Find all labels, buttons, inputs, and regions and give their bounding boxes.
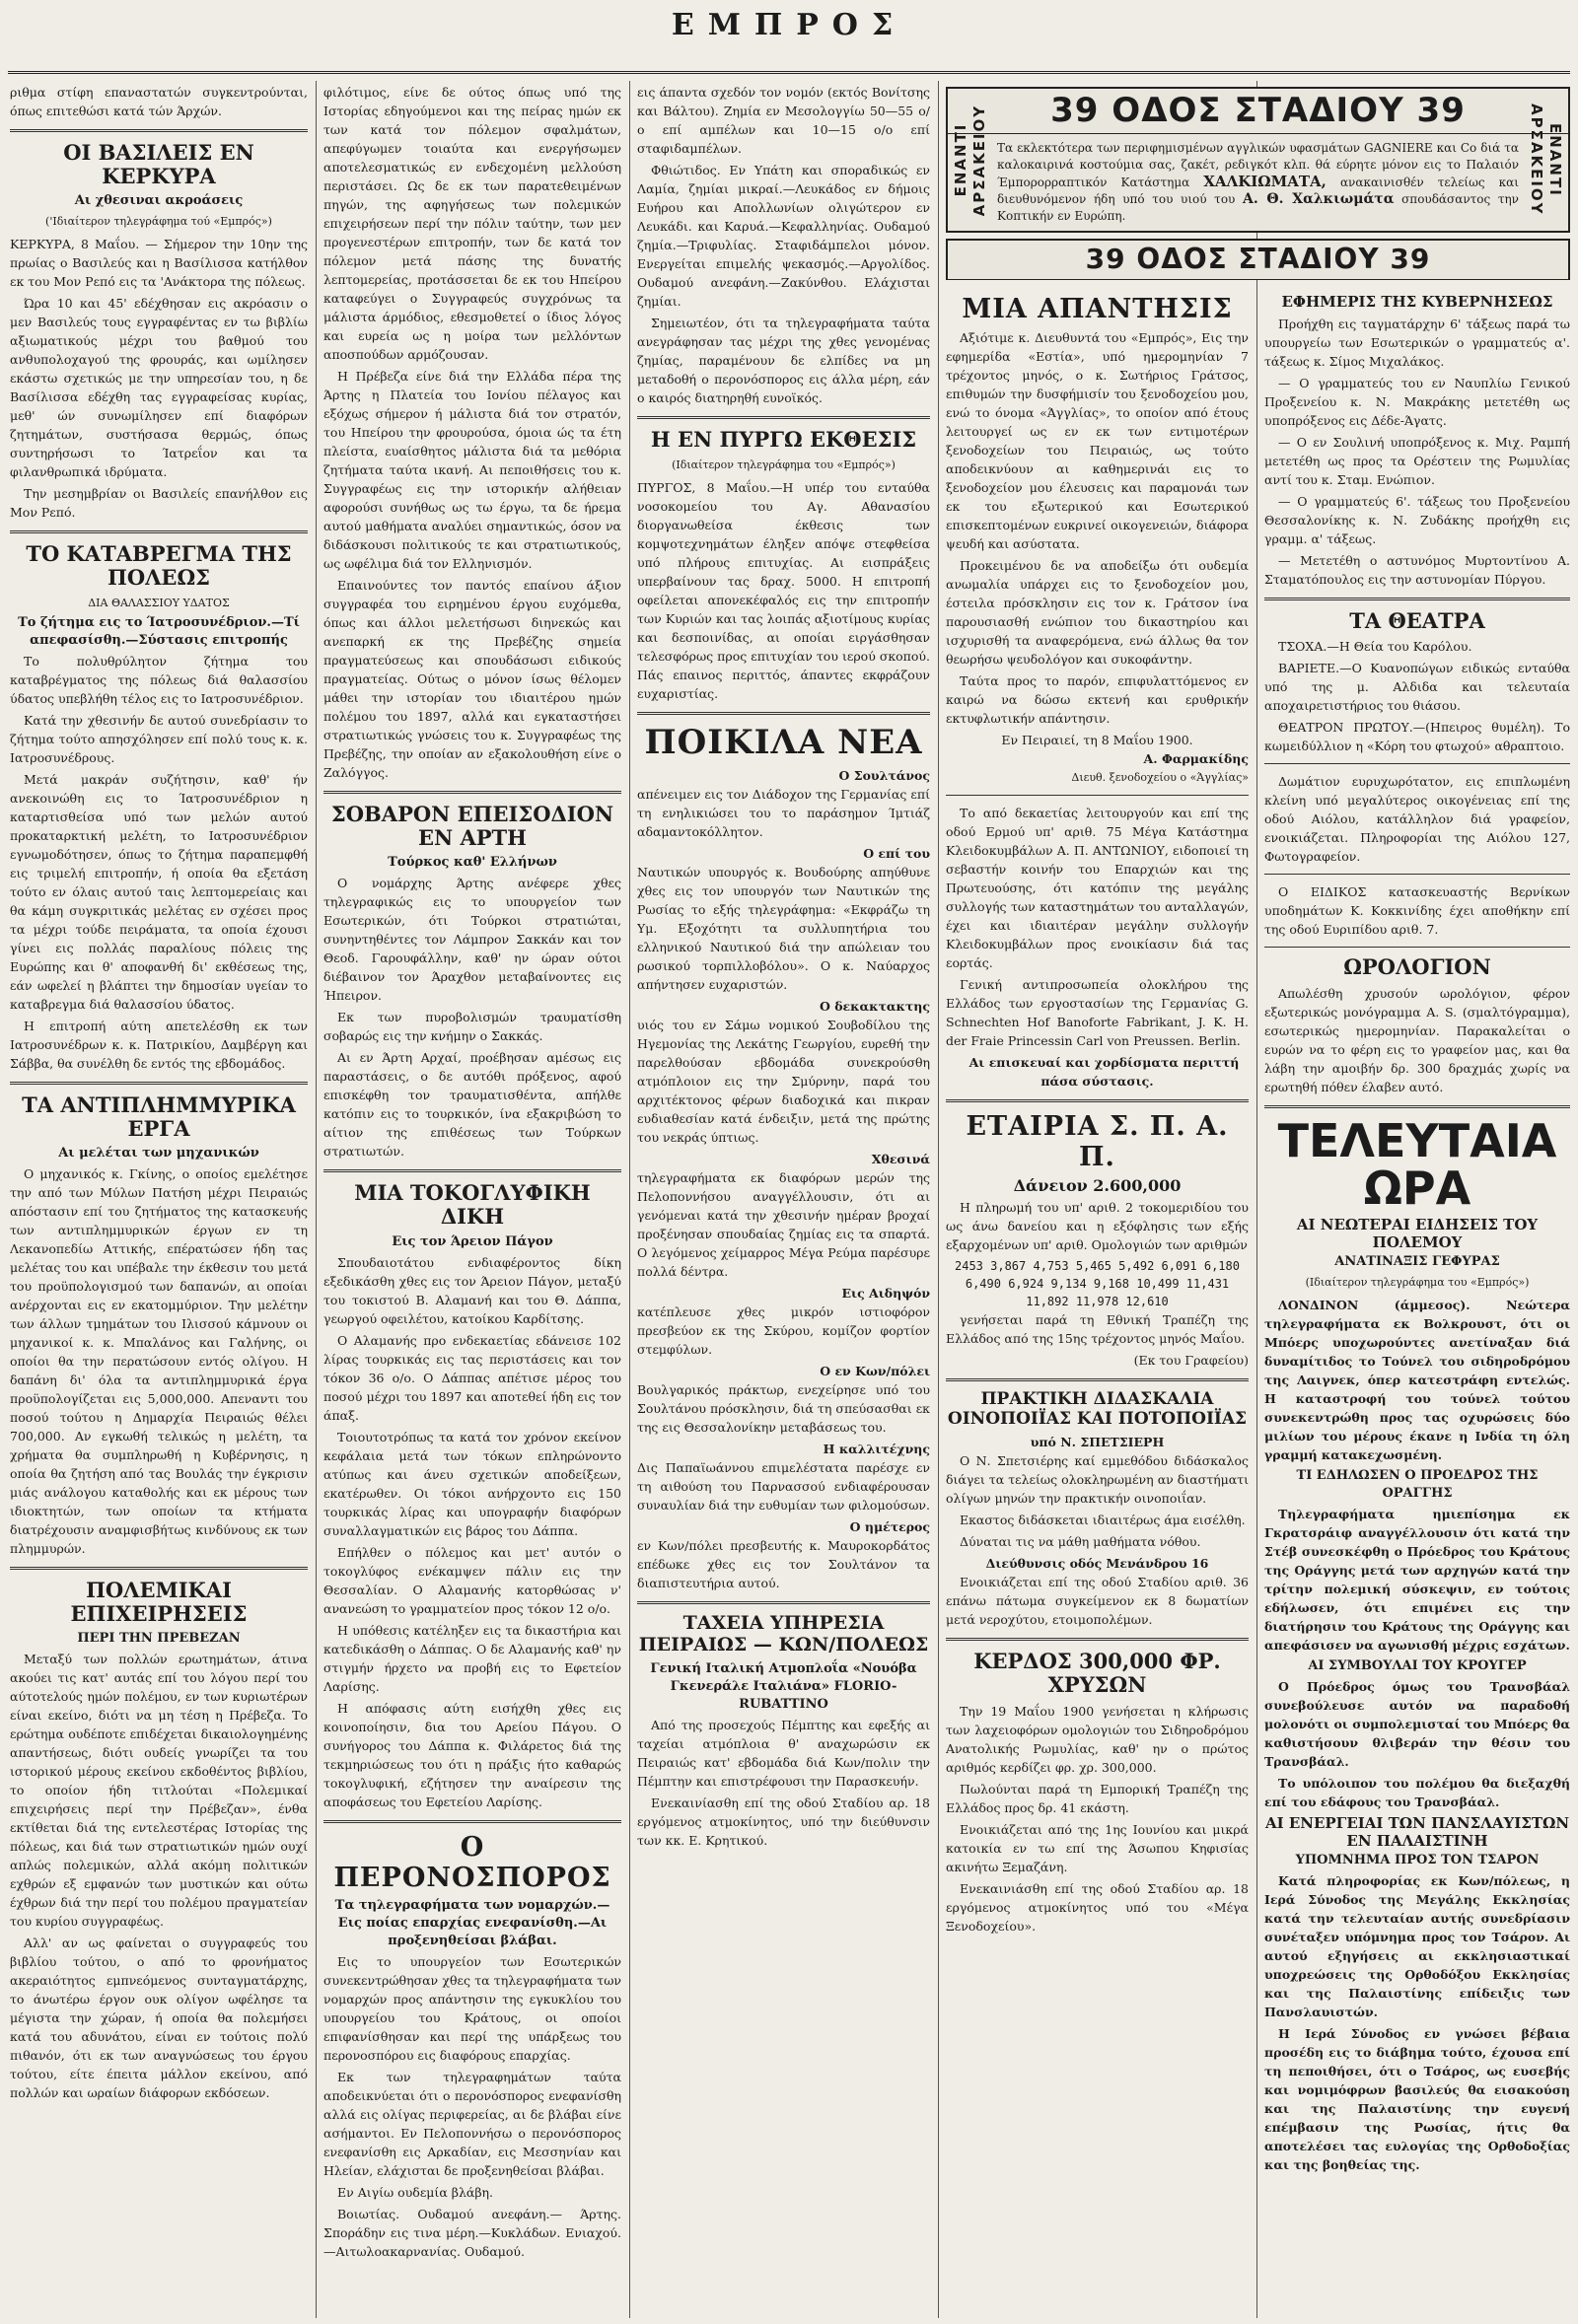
article-source: (Ιδιαίτερον τηλεγράφημα του «Εμπρός»)	[672, 458, 896, 472]
ad-text: Η πληρωμή του υπ' αριθ. 2 τοκομεριδίου του ως άνω δανείου και η εξόφλησις των εξής εξαρχομένων υπ' αριθ. Ομολογιών των αριθμών	[946, 1200, 1249, 1253]
article-paragraph: Η υπόθεσις κατέληξεν εις τα δικαστήρια και κατεδικάσθη ο Δάππας. Ο δε Αλαμανής καθ' ην στιγμήν ήρχετο να προβή εις το Εφετείον Λαρίσης.	[323, 1622, 621, 1694]
stadiou-ad	[946, 87, 1570, 233]
ad-block-top	[946, 83, 1570, 280]
news-lead: Η καλλιτέχνης	[823, 1442, 930, 1457]
article-paragraph: Τοιουτοτρόπως τα κατά τον χρόνον εκείνον κεφάλαια μετά των τόκων επληρώνοντο ατύπως και άνευ σχετικών αποδείξεων, εκατέρωθεν. Οι τόκοι ανήρχοντο εις 150 τουρκικάς λίρας και υπογραφήν διαφόρων συναλλαγματικών εις βάρος του Δάππα.	[323, 1429, 621, 1538]
article-paragraph: Φθιώτιδος. Εν Υπάτη και σποραδικώς εν Λαμία, ζημίαι μικραί.—Λευκάδος εν δήμοις Ευήρου και Απολλωνίων ολιγώτερον εν Λευκάδι. και Καρυά.—Κεφαλληνίας. Ουδαμού ζημία.—Τριφυλίας. Σταφιδάμπελοι μόνον. Ενεργείται επιμελής ψεκασμός.—Αργολίδος. Ουδαμού ανεφάνη.—Ζακύνθου. Ελάχισται ζημίαι.	[637, 163, 930, 309]
article-paragraph: Σημειωτέον, ότι τα τηλεγραφήματα ταύτα ανεγράφησαν τας μέχρι της χθες γενομένας ζημίας, παραμένουν δε ελπίδες να μη μεταδοθή ο περονόσπορος εις άλλα μέρη, εάν ο καιρός διατηρηθή ευνοϊκός.	[637, 316, 930, 405]
news-lead: Ο επί του	[863, 846, 930, 862]
letter-paragraph: Ταύτα προς το παρόν, επιφυλαττόμενος εν καιρώ να δώσω εκτενή και ερυθρικήν εκτυφλωτικήν απάντησιν.	[946, 673, 1249, 727]
news-item: Ναυτικών υπουργός κ. Βουδούρης απηύθυνε χθες εις τον υπουργόν των Ναυτικών της Ρωσίας το εξής τηλεγράφημα: «Εκφράζω τη Υμ. Εξοχότητι τα συλλυπητήρια του ελληνικού Ναυτικού διά την απώλειαν του ρωσικού τορπιλλοβόλου». Ο κ. Ναύαρχος απήντησεν ευχαριστών.	[637, 865, 930, 993]
ad-body	[948, 134, 1568, 231]
divider	[10, 1082, 308, 1085]
ad-address-banner: 39 ΟΔΟΣ ΣΤΑΔΙΟΥ 39	[948, 89, 1568, 134]
news-item: εν Κων/πόλει πρεσβευτής κ. Μαυροκορδάτος επέδωκε χθες εις τον Σουλτάνον τα διαπιστευτήρια αυτού.	[637, 1538, 930, 1591]
divider	[637, 712, 930, 715]
divider	[1264, 1105, 1570, 1108]
article-paragraph: Βοιωτίας. Ουδαμού ανεφάνη.— Άρτης. Σποράδην εις τινα μέρη.—Κυκλάδων. Ενιαχού.—Αιτωλοακαρνανίας. Ουδαμού.	[323, 2206, 621, 2259]
ad-text: Εκαστος διδάσκεται ιδιαιτέρως άμα εισέλθη.	[960, 1513, 1246, 1528]
article-headline: Η ΕΝ ΠΥΡΓΩ ΕΚΘΕΣΙΣ	[650, 427, 917, 452]
column-1	[10, 83, 308, 2316]
divider	[1264, 763, 1570, 764]
ad-text: Ενεκαινιάσθη επί της οδού Σταδίου αρ. 18 εργόμενος ατμοκίνητος υπό του «Μέγα Ξενοδοχείου».	[946, 1880, 1249, 1934]
section-headline: ΠΟΙΚΙΛΑ ΝΕΑ	[644, 723, 923, 763]
column-5	[1264, 286, 1570, 2316]
stadiou-ad-footer	[946, 239, 1570, 280]
article-subheadline: Τούρκος καθ' Ελλήνων	[388, 855, 557, 871]
article-paragraph: Η Πρέβεζα είνε διά την Ελλάδα πέρα της Άρτης η Πλατεία του Ιονίου πέλαγος και εξόχως σήμερον ή μάλιστα διά τον στρατόν, του Ηπείρου την φρουρούσα, όμοια ώς τα έτη πλείστα, ευαίσθητος μάλιστα διά τα μεθόρια ζητήματα ταύτα ικανή. Αι πεποιθήσεις του κ. Συγγραφέως εις την ιστορικήν αλήθειαν αφορούσι συνήθως ως τω έργω, τα δε ήρεμα αυτού μαθήματα αναλύει σημαντικώς, όσον να διδάσκουσι πολιτικούς τε και στρατιωτικούς, ως ωφέλιμα διά τον Ελληνισμόν.	[323, 369, 621, 571]
ad-text: γενήσεται παρά τη Εθνική Τραπέζη της Ελλάδος από της 15ης τρέχοντος μηνός Μαΐου.	[946, 1312, 1249, 1347]
newspaper-title: ΕΜΠΡΟΣ	[671, 8, 907, 42]
ad-text: Ενεκαινίασθη επί της οδού Σταδίου αρ. 18 εργόμενος ατμοκίνητος, υπό την διεύθυνσιν των κκ. Ε. Κρητικού.	[637, 1795, 930, 1848]
article-paragraph: Αι εν Άρτη Αρχαί, προέβησαν αμέσως εις παραστάσεις, ο δε αυτόθι πρόξενος, αφού επισκέφθη τον τραυματισθέντα, απήλθε κατόπιν εις το τουρκικόν, ίνα εξακριβώση το αίτιον της επιθέσεως των Τούρκων στρατιωτών.	[323, 1050, 621, 1160]
late-news-headline: ΤΕΛΕΥΤΑΙΑ ΩΡΑ	[1277, 1113, 1557, 1215]
article-paragraph: Ο μηχανικός κ. Γκίνης, ο οποίος εμελέτησε την από των Μύλων Πατήση μέχρι Πειραιώς απόστασιν επί του ζητήματος της κατασκευής των αντιπλημμυρικών έργων εν τη Λεκανοπεδίω Αττικής, επέρατώσεν ήδη τας μελέτας του και υπέβαλε την έκθεσιν του μετά του προϋπολογισμού των δαπανών, αι οποίαι ανέρχονται εις εν εκατομμύριον. Την μελέτην των άλλων τμημάτων του Ιλισσού κάμνουν οι μηχανικοί κ. κ. Μπαλάνος και Γαλήνης, οι οποίοι θα την περατώσουν εντός ολίγου. Η δαπάνη δι' όλα τα αντιπλημμυρικά έργα προϋπολογίζεται εις 5,000,000. Απεναντι του ποσού τούτου η Δημαρχία Πειραιώς θέλει 700,000. Αν εγκωθή τελικώς η μελέτη, τα χρήματα θα συμπληρωθή η Κυβέρνησις, η οποία θα ζητήση από τας Βουλάς την έγκρισιν μιάς ανάλογου καταθολής και εκ μέρους των ιδιοκτητών, των οποίων τα κτήματα διατρέχουσιν αναμφισβήτως κινδύνους εκ των πλημμυρών.	[10, 1165, 308, 1556]
ad-source: (Εκ του Γραφείου)	[1133, 1353, 1249, 1369]
ad-text: Το από δεκαετίας λειτουργούν και επί της οδού Ερμού υπ' αριθ. 75 Μέγα Κατάστημα Κλειδοκυμβάλων Α. Π. ΑΝΤΩΝΙΟΥ, ειδοποιεί τη σεβαστήν κοινήν του Επαρχιών και της Πρωτευούσης, ότι κατόπιν της μεγάλης συλλογής των καταστημάτων του ανταλλαγών, έχει και ιδιαιτέραν μεγάλην συλλογήν Κλειδοκυμβάλων προς ενοικίασιν διά τας εορτάς.	[946, 806, 1249, 971]
late-news-paragraph: Η Ιερά Σύνοδος εν γνώσει βέβαια προσέδη εις το διάβημα τούτο, έχουσα επί τη πεποιθήσει, ότι ο Τσάρος, ως ευσεβής και νομιμόφρων βασιλεύς θα εισακούση και της Παλαιστίνης την ευγενή επέμβασιν της Ρωσίας, ήτις θα αποτελέσει τας ευλογίας της Ορθοδοξίας και της βοηθείας της.	[1264, 2026, 1570, 2173]
letter-signature: Α. Φαρμακίδης	[1143, 751, 1249, 767]
news-item: Δις Παπαϊωάννου επιμελέστατα παρέσχε εν τη αιθούση του Παρνασσού ενδιαφέρουσαν συναυλίαν διά την ευθυμίαν των φιλομούσων.	[637, 1460, 930, 1514]
article-paragraph: Εν Αιγίω ουδεμία βλάβη.	[337, 2184, 494, 2200]
news-item: ΤΣΟΧΑ.—Η Θεία του Καρόλου.	[1278, 639, 1472, 655]
divider	[946, 1099, 1249, 1102]
article-subheadline: Εις τον Άρειον Πάγον	[392, 1233, 553, 1249]
news-lead: Ο δεκακτακτης	[819, 999, 930, 1015]
article-source: ('Ιδιαίτερον τηλεγράφημα τού «Εμπρός»)	[45, 215, 272, 229]
ad-text: Την 19 Μαΐου 1900 γενήσεται η κλήρωσις των λαχειοφόρων ομολογιών του Σιδηροδρόμου Ανατολικής Ρωμυλίας, καθ' ην ο πρώτος αριθμός κερδίζει φρ. χρ. 300,000.	[946, 1703, 1249, 1775]
divider	[323, 1820, 621, 1823]
article-subheadline: Αι μελέται των μηχανικών	[58, 1145, 259, 1161]
news-item: απένειμεν εις τον Διάδοχον της Γερμανίας επί τη ενηλικιώσει του το παράσημον Ίμτιάζ αδαμαντοκόλλητον.	[637, 787, 930, 840]
news-item: Βουλγαρικός πράκτωρ, ενεχείρησε υπό του Σουλτάνου πρόσκλησιν, διά τη σπεύσασθαι εκ της εις Θεσσαλονίκην μεταβάσεως του.	[637, 1382, 930, 1436]
article-paragraph: Εκ των πυροβολισμών τραυματίσθη σοβαρώς εις την κνήμην ο Σακκάς.	[323, 1010, 621, 1044]
ad-text: Ο Ν. Σπετσιέρης καί εμμεθόδου διδάσκαλος διάγει τα τελείως ολοκληρωμένη αν διαστήματι ολίγων μηνών την πρακτικήν οινοποιΐαν.	[946, 1453, 1249, 1507]
ad-headline: ΩΡΟΛΟΓΙΟΝ	[1343, 954, 1491, 980]
ad-text: Ενοικιάζεται επί της οδού Σταδίου αριθ. 36 επάνω πάτωμα συγκείμενον εκ 8 δωματίων μετά νεροχύτου, ετοιμοπολέμων.	[946, 1575, 1249, 1628]
continued-text: ριθμα στίφη επαναστατών συγκεντρούνται, όπως επιτεθώσι κατά τών Άρχών.	[10, 85, 308, 118]
article-headline: ΤΟ ΚΑΤΑΒΡΕΓΜΑ ΤΗΣ ΠΟΛΕΩΣ	[26, 541, 292, 591]
ad-text: Δωμάτιον ευρυχωρότατον, εις επιπλωμένη κλείνη υπό μεγαλύτερος οικογένειας επί της οδού Αιόλου, κατάλληλον διά γραφείον, ενοικιάζεται. Πληροφορίαι της Αιόλου 127, Φωτογραφείον.	[1264, 774, 1570, 865]
news-item: — Ο γραμματεύς του εν Ναυπλίω Γενικού Προξενείου κ. Ν. Μακράκης μετετέθη ως υποπρόξενος εις Δέδε-Άγατς.	[1264, 376, 1570, 429]
ad-text: Από της προσεχούς Πέμπτης και εφεξής αι ταχείαι ατμόπλοια θ' αναχωρώσιν εκ Πειραιώς κατ' εβδομάδα διά Κων/πολιν την Πέμπτην και επιστρέφουσι την Παρασκευήν.	[637, 1717, 930, 1789]
divider	[946, 1378, 1249, 1381]
divider	[637, 416, 930, 419]
divider	[10, 1567, 308, 1570]
article-paragraph: Η επιτροπή αύτη απετελέσθη εκ των Ιατροσυνέδρων κ. κ. Πατρικίου, Δαμβέργη και Σάββα, θα συνέλθη δε εντός της εβδομάδος.	[10, 1018, 308, 1071]
article-paragraph: Αλλ' αν ως φαίνεται ο συγγραφεύς του βιβλίου τούτου, ο από το φρονήματος ακεραιότητος εμπνεόμενος συνταγματάρχης, το άνωτέρω έργον ουκ ολίγον ωφέλησε τα μέγιστα την χώραν, ή οποία θα πολεμήσει κατά του αδυνάτου, είναι εν τούτοις πολύ πιθανόν, ότι εκ των αναγνώσεως του έργου τούτου, είτε έπειτα μάλλον εκείνου, από πολλών και ωραίων διάφορων εκδόσεων.	[10, 1936, 308, 2101]
article-headline: ΜΙΑ ΤΟΚΟΓΛΥΦΙΚΗ ΔΙΚΗ	[354, 1180, 591, 1230]
article-subheadline: Το ζήτημα εις το Ίατροσυνέδριον.—Τί απεφασίσθη.—Σύστασις επιτροπής	[18, 614, 300, 648]
news-item: κατέπλευσε χθες μικρόν ιστιοφόρον πρεσβεύον εκ της Σκύρου, κομίζον φορτίον στεμφύλων.	[637, 1304, 930, 1358]
letter-date: Εν Πειραιεί, τη 8 Μαΐου 1900.	[1001, 733, 1193, 748]
late-news-paragraph: ΛΟΝΔΙΝΟΝ (άμμεσος). Νεώτερα τηλεγραφήματα εκ Βολκρουστ, ότι οι Μπόερς υποχωρούντες ανετίναξαν διά δυναμίτιδος το Τούνελ του σιδηροδρόμου της Λαιγνεκ, όπερ κατεστράφη εντελώς. Η καταστροφή του τούνελ τούτου συνεκεντρώθη προς τας οχυρώσεις δύο μιλίων του μέρους έκανε η Ινδία τη όλη γραμμή κατακεχωσμένη.	[1264, 1298, 1570, 1463]
news-lead: Ο εν Κων/πόλει	[820, 1364, 930, 1379]
article-headline: ΣΟΒΑΡΟΝ ΕΠΕΙΣΟΔΙΟΝ ΕΝ ΑΡΤΗ	[330, 802, 614, 851]
continued-text: εις άπαντα σχεδόν τον νομόν (εκτός Βονίτσης και Βάλτου). Ζημία εν Μεσολογγίω 50—55 ο/ο επί αμπέλων και 10—15 ο/ο επί σταφιδαμπέλων.	[637, 85, 930, 156]
article-paragraph: Ο νομάρχης Άρτης ανέφερε χθες τηλεγραφικώς εις το υπουργείον των Εσωτερικών, ότι Τούρκοι στρατιώται, συνηντηθέντες τον Λάμπρον Σακκάν και τον Θεοδ. Γαρουφάλλην, καθ' ην ώραν ούτοι διέβαινον τον Άραχθον μεταβαίνοντες εις Ήπειρον.	[323, 876, 621, 1004]
ad-subheadline: Γενική Ιταλική Ατμοπλοΐα «Νουόβα Γκενεράλε Ιταλιάνα» FLORIO-RUBATTINO	[650, 1660, 917, 1712]
letter-signer-role: Διευθ. ξενοδοχείου ο «Άγγλίας»	[1071, 771, 1249, 785]
divider	[323, 791, 621, 794]
letter-paragraph: Προκειμένου δε να αποδείξω ότι ουδεμία ανωμαλία υπάρχει εις το ξενοδοχείον μου, έστειλα πρόσκλησιν εις τον κ. Γράτσον ίνα παρουσιασθή ενώπιον του δικαστηρίου και ισχυρισθή τα αναφερόμενα, ενώ άλλως θα τον θεωρήσω ψευδολόγον και συκοφάντην.	[946, 558, 1249, 668]
bond-numbers: 2453 3,867 4,753 5,465 5,492 6,091 6,180 6,490 6,924 9,134 9,168 10,499 11,431 11,892 11,978 12,610	[955, 1259, 1240, 1309]
article-paragraph: Σπουδαιοτάτου ενδιαφέροντος δίκη εξεδικάσθη χθες εις τον Άρειον Πάγον, μεταξύ του τοκιστού Β. Αλαμανή και του Θ. Δάππα, γεωργού οφειλέτου, κατοίκου Καρδίτσης.	[323, 1254, 621, 1326]
article-paragraph: Εκ των τηλεγραφημάτων ταύτα αποδεικνύεται ότι ο περονόσπορος ενεφανίσθη αλλά εις ολίγας περιφερείας, αι δε βλάβαι είνε ασήμαντοι. Εν Πελοποννήσω ο περονόσπορος ενεφανίσθη εις Αρκαδίαν, εις Μεσσηνίαν και Ηλείαν, ελάχισται δε προξενηθείσαι βλάβαι.	[323, 2069, 621, 2178]
article-subheadline: ΔΙΑ ΘΑΛΑΣΣΙΟΥ ΥΔΑΤΟΣ	[88, 596, 230, 609]
column-2	[323, 83, 621, 2316]
ad-headline: ΤΑΧΕΙΑ ΥΠΗΡΕΣΙΑ ΠΕΙΡΑΙΩΣ — ΚΩΝ/ΠΟΛΕΩΣ	[638, 1612, 929, 1656]
divider	[1264, 598, 1570, 600]
article-headline: ΜΙΑ ΑΠΑΝΤΗΣΙΣ	[962, 294, 1233, 324]
late-news-subheadline: ΑΙ ΝΕΩΤΕΡΑΙ ΕΙΔΗΣΕΙΣ ΤΟΥ ΠΟΛΕΜΟΥ	[1296, 1216, 1539, 1252]
ad-text: Πωλούνται παρά τη Εμπορική Τραπέζη της Ελλάδος προς δρ. 41 εκάστη.	[946, 1781, 1249, 1815]
article-headline: ΠΟΛΕΜΙΚΑΙ ΕΠΙΧΕΙΡΗΣΕΙΣ	[70, 1577, 248, 1626]
news-item: ΒΑΡΙΕΤΕ.—Ο Κυανοπώγων ειδικώς ενταύθα υπό της μ. Αλδιδα και τελευταία αποχαιρετιστήριος του θιάσου.	[1264, 661, 1570, 714]
article-paragraph: Το πολυθρύλητον ζήτημα του καταβρέγματος της πόλεως διά θαλασσίου ύδατος υπεβλήθη τέλος εις το Ιατροσυνέδριον.	[10, 653, 308, 706]
news-item: — Ο εν Σουλινή υποπρόξενος κ. Μιχ. Ραμπή μετετέθη ως προς τα Ορέστειν της Ρωμυλίας αντί του κ. Σταμ. Ενώπιον.	[1264, 435, 1570, 488]
divider	[946, 795, 1249, 796]
article-paragraph: Ώρα 10 και 45' εδέχθησαν εις ακρόασιν ο μεν Βασιλεύς τους εγγραφέντας εν τω βιβλίω αξιωματικούς μέχρι του βαθμού του ανθυπολοχαγού της φρουράς, και ωμίλησεν εκάστω σχετικώς με την υπηρεσίαν του, η δε Βασίλισσα εδέχθη τας εγγραφείσας κυρίας, μεθ' ών συνωμίλησεν επί διαφόρων ζητημάτων, συστήσασα θερμώς, όπως συντηρήσωσι το Ίατρεΐον και τα φιλανθρωπικά ιδρύματα.	[10, 296, 308, 480]
late-news-paragraph: Τηλεγραφήματα ημιεπίσημα εκ Γκρατσράιφ αναγγέλλουσιν ότι κατά την Στέβ συνεσκέφθη ο Πρόεδρος του Κράτους της Οράγγης μετά των αρχηγών κατά την τρίτην πολεμική σύσκεψιν, εν τούτοις εδήλωσεν, ότι επιμένει εις την διατήρησιν του Κράτους της Οράγγης και απεφάσισεν να αγωνισθή μέχρις εσχάτων.	[1264, 1507, 1570, 1654]
ad-headline: ΚΕΡΔΟΣ 300,000 ΦΡ. ΧΡΥΣΩΝ	[973, 1649, 1221, 1698]
article-headline: ΤΑ ΑΝΤΙΠΛΗΜΜΥΡΙΚΑ ΕΡΓΑ	[22, 1092, 296, 1141]
masthead-rule	[8, 71, 1570, 74]
article-paragraph: Την μεσημβρίαν οι Βασιλείς επανήλθον εις Μον Ρεπό.	[10, 486, 308, 521]
late-news-subheadline: ΑΝΑΤΙΝΑΞΙΣ ΓΕΦΥΡΑΣ	[1334, 1254, 1500, 1270]
article-source: (Ιδιαίτερον τηλεγράφημα του «Εμπρός»)	[1305, 1276, 1530, 1290]
article-paragraph: Κατά την χθεσινήν δε αυτού συνεδρίασιν το ζήτημα τούτο απησχόλησεν επί πολύ τους κ. κ. Ιατροσυνέδρους.	[10, 712, 308, 765]
ad-side-label: ΕΝΑΝΤΙ ΑΡΣΑΚΕΙΟΥ	[952, 104, 988, 216]
section-headline: ΤΑ ΘΕΑΤΡΑ	[1349, 608, 1485, 634]
news-item: Προήχθη εις ταγματάρχην 6' τάξεως παρά τω υπουργείω των Εσωτερικών ο γραμματεύς α'. τάξεως κ. Σίμος Μιχαλάκος.	[1264, 317, 1570, 370]
article-subheadline: ΠΕΡΙ ΤΗΝ ΠΡΕΒΕΖΑΝ	[77, 1631, 241, 1647]
section-headline: ΕΦΗΜΕΡΙΣ ΤΗΣ ΚΥΒΕΡΝΗΣΕΩΣ	[1281, 293, 1553, 311]
ad-text: Γενική αντιπροσωπεία ολοκλήρου της Ελλάδος των εργοστασίων της Γερμανίας G. Schnechten Hof Banoforte Fabrikant, J. K. H. der Fraie Princessin Carl von Preussen. Berlin.	[946, 977, 1249, 1049]
letter-paragraph: Αξιότιμε κ. Διευθυντά του «Εμπρός», Εις την εφημερίδα «Εστία», υπό ημερομηνίαν 7 τρέχοντος μηνός, ο κ. Σωτήριος Γράτσος, επιθυμών την δυσφήμισίν του ξενοδοχείου μου, ενώ το όνομα «Άγγλίας», το οποίον από έτους λειτουργεί ως εν εκ των εντιμοτέρων ξενοδοχείων του Πειραιώς, ως τούτο αποδεικνύουν αι καθημερινάι εις το ξενοδοχείον μου έλευσεις και παραμονάι των εκ του εξωτερικού και Εσωτερικού επισκεπτομένων ευκρινεί οικογενειών, διάφορα ψευδή και ασύστατα.	[946, 330, 1249, 552]
article-paragraph: Μεταξύ των πολλών ερωτημάτων, άτινα ακούει τις κατ' αυτάς επί του λόγου περί του αύτοτελούς ημών πολέμου, εν των κυριωτέρων είναι εκείνο, διότι να μη τέση η Πρέβεζα. Το ερώτημα ουδέποτε επιδέχεται δικαιολογημένης απαντήσεως, διότι ουδείς γνωρίζει τα του ιστορικού μέρους εκείνου εκδοθέντος βιβλίου, το οποίον ήδη τιτλούται «Πολεμικαί επιχειρήσεις περί την Πρέβεζαν», ένθα εκτίθεται διά της εντελεστέρας Ιστορίας της πόλεως, και διά των στρατιωτικών ημών ουχί απλώς πολεμικών, αλλά ακόμη πολιτικών εχθρών εξ εμφανών των μυστικών και ούτω έχθρων διά την περί του πολέμου πραγματείαν του κυρίου συγγραφέως.	[10, 1652, 308, 1930]
news-lead: Ο ημέτερος	[849, 1519, 930, 1535]
article-headline: ΟΙ ΒΑΣΙΛΕΙΣ ΕΝ ΚΕΡΚΥΡΑ	[63, 140, 254, 189]
column-rule	[316, 81, 317, 2318]
article-subheadline: Αι χθεσιναι ακροάσεις	[74, 193, 244, 209]
late-news-subheadline: ΑΙ ΕΝΕΡΓΕΙΑΙ ΤΩΝ ΠΑΝΣΛΑΥΙΣΤΩΝ ΕΝ ΠΑΛΑΙΣΤΙΝΗ	[1264, 1814, 1570, 1851]
divider	[1264, 947, 1570, 948]
late-news-subheadline: ΥΠΟΜΝΗΜΑ ΠΡΟΣ ΤΟΝ ΤΣΑΡΟΝ	[1295, 1853, 1540, 1868]
article-paragraph: Εις το υπουργείον των Εσωτερικών συνεκεντρώθησαν χθες τα τηλεγραφήματα των νομαρχών προς απάντησιν της εγκυκλίου του υπουργείου του Κράτους, οι οποίοι επιφανίσθησαν και περί της υπάρξεως του περονοσπόρου εις διαφόρους επαρχίας.	[323, 1953, 621, 2063]
article-paragraph: Επήλθεν ο πόλεμος και μετ' αυτόν ο τοκογλύφος ενέκαμψεν πάλιν εις την Θεσσαλίαν. Ο Αλαμανής κατορθώσας ν' ανανεώση το γραμματείον προς τόκον 12 ο/ο.	[323, 1544, 621, 1616]
owner-name: Α. Θ. Χαλκιωμάτα	[1243, 191, 1395, 208]
article-subheadline: Τα τηλεγραφήματα των νομαρχών.—Εις ποίας επαρχίας ενεφανίσθη.—Αι προξενηθείσαι βλάβαι.	[334, 1897, 610, 1948]
divider	[637, 1601, 930, 1604]
ad-text: Δύναται τις να μάθη μαθήματα νόθου.	[960, 1534, 1201, 1550]
divider	[323, 1169, 621, 1172]
column-3	[637, 83, 930, 2316]
late-news-paragraph: Κατά πληροφορίας εκ Κων/πόλεως, η Ιερά Σύνοδος της Μεγάλης Εκκλησίας κατά την τελευταίαν αυτής συνεδρίασιν συνέταξεν υπόμνημα προς τον Τσάρον. Αι αυτού εξηγήσεις αι εκκλησιαστικαί υποχρεώσεις της Ορθοδόξου Εκκλησίας και της Παλαιστίνης επίδειξις των Πανσλαυιστών.	[1264, 1873, 1570, 2020]
news-item: τηλεγραφήματα εκ διαφόρων μερών της Πελοποννήσου αναγγέλλουσιν, ότι αι γενόμεναι κατά την χθεσινήν ημέραν βροχαί προξένησαν σπουδαίας ζημίας εις τα σπαρτά. Ο λεγόμενος χείμαρρος Μέγα Ρεύμα παρέσυρε πολλά δέντρα.	[637, 1170, 930, 1280]
ad-text: σπουδάσαντος την Κοπτικήν εν Ευρώπη.	[997, 192, 1519, 224]
ad-text: Απωλέσθη χρυσούν ωρολόγιον, φέρον εξωτερικώς μονόγραμμα Α. S. (σμαλτόγραμμα), εσωτερικώς ημερομηνίαν. Παρακαλείται ο ευρών να το φέρη εις το γραφείον μας, και θα λάβη την αμοιβήν δρ. 300 δραχμάς χωρίς να ερωτηθή πόθεν έλαβεν αυτό.	[1264, 985, 1570, 1094]
news-lead: Ο Σουλτάνος	[838, 768, 930, 784]
article-paragraph: Μετά μακράν συζήτησιν, καθ' ήν ανεκοινώθη εις το Ίατροσυνέδριον η καταρτισθείσα υπό των μελών αυτού προκαταρκτική μελέτη, το Ιατροσυνέδριον εγνωμοδότησεν, όπως το ζήτημα παραπεμφθή εις τριμελή επιτροπήν, ή οποία θα εξετάση τούτο εν όλαις αυτού ταις λεπτομερείαις και θα κάμη συγκριτικάς μελέτας εν σχέσει προς τα μέχρι τούδε πειράματα, τα οποία έχουσι γίνει εις πολλάς παραλίους πόλεις της Ευρώπης και θ' αποφανθή δι' εκθέσεως της, εάν ωφελεί η βλάπτει την δημοσίαν υγείαν το καταβρεγμα διά θαλασσίου ύδατος.	[10, 771, 308, 1012]
late-news-subheadline: ΤΙ ΕΔΗΛΩΣΕΝ Ο ΠΡΟΕΔΡΟΣ ΤΗΣ ΟΡΑΓΓΗΣ	[1296, 1468, 1539, 1502]
article-paragraph: ΚΕΡΚΥΡΑ, 8 Μαΐου. — Σήμερον την 10ην της πρωίας ο Βασιλεύς και η Βασίλισσα κατήλθον εκ του Μον Ρεπό εις τα 'Ανάκτορα της πόλεως.	[10, 237, 308, 290]
column-rule	[938, 81, 939, 2318]
news-item: — Μετετέθη ο αστυνόμος Μυρτοντίνου Α. Σταματόπουλος εις την αστυνομίαν Πύργου.	[1264, 553, 1570, 588]
column-rule	[1256, 81, 1257, 2318]
article-paragraph: Επαινούντες τον παντός επαίνου άξιον συγγραφέα του ειρημένου έργου ευχόμεθα, όπως και άλλοι μελετήσωσι διηνεκώς και ανεπαρκή εκ της Πρεβέζης σημεία πραγματεύσεως και σπουδάσωσι ειδικούς πραγματείας. Ούτως ο μόνον ίσως θέλομεν μάθει την ιστορίαν του ιδιαιτέρου ημών πολέμου του 1897, αλλά και εγκαταστήσει στρατιωτικώς γνώσεις του κ. Συγγραφέως της Πρεβέζης, την οποίαν αν εξακολουθήση είνε ο Ζαλόγγος.	[323, 578, 621, 780]
loan-amount: Δάνειον 2.600,000	[1013, 1176, 1182, 1196]
late-news-paragraph: Ο Πρόεδρος όμως του Τρανσβάαλ συνεβούλευσε αυτόν να παραδοθή μολονότι οι συμπολεμισταί του Μπόερς θα καθιστήσουν θλιβεράν την θέσιν του Τρανσβάαλ.	[1264, 1679, 1570, 1770]
article-paragraph: ΠΥΡΓΟΣ, 8 Μαΐου.—Η υπέρ του ενταύθα νοσοκομείου του Αγ. Αθανασίου διοργανωθείσα έκθεσις των κομψοτεχνημάτων έληξεν απόψε στεφθείσα υπό πλήρους επιτυχίας. Αι εισπράξεις υπερβαίνουν τας δραχ. 5000. Η επιτροπή οφείλεται απονεκέφαλός εις την επιτροπήν των Κυριών και τας λοιπάς αξιοτίμους κυρίας και δεσποινίδας, αι οποίαι ειργάσθησαν τελεσφόρως προς επιτυχίαν του ιερού σκοπού. Πάς επαινος περιττός, άπαντες εκφράζουν ευχαριστίας.	[637, 480, 930, 702]
article-headline: Ο ΠΕΡΟΝΟΣΠΟΡΟΣ	[333, 1831, 611, 1893]
news-lead: Χθεσινά	[871, 1152, 930, 1167]
ad-author: υπό Ν. ΣΠΕΤΣΙΕΡΗ	[1030, 1435, 1165, 1450]
divider	[1264, 874, 1570, 875]
shop-name: ΧΑΛΚΙΩΜΑΤΑ,	[1203, 173, 1327, 191]
ad-text: Τα εκλεκτότερα των περιφημισμένων αγγλικών υφασμάτων GAGNIERE και Co διά τα καλοκαιρινά κοστούμια σας, ζακέτ, ρεδιγκότ κλπ. θά εύρητε μόνον εις το Παλαιόν Έμπορορραπτικόν Κατάστημα	[997, 141, 1519, 190]
column-rule	[629, 81, 630, 2318]
ad-headline: ΠΡΑΚΤΙΚΗ ΔΙΔΑΣΚΑΛΙΑ ΟΙΝΟΠΟΙΪΑΣ ΚΑΙ ΠΟΤΟΠΟΙΪΑΣ	[947, 1389, 1248, 1429]
continued-text: φιλότιμος, είνε δε ούτος όπως υπό της Ιστορίας εδηγούμενοι και της πείρας ημών εκ των κατά τον πόλεμον σφαλμάτων, απεφύγωμεν τοιαύτα και ενεργήσωμεν αποτελεσματικώς εν ενδεχομένη μελλούση περιστάσει. Ως δε εκ των παρατεθειμένων πηγών, της αφηγήσεως των πολεμικών επιχειρήσεων περί την πόλιν ταύτην, των μεν προγενεστέρων επιτροπήν, των δε κατά τον πόλεμον μετά πάσης της δυνατής λεπτομερείας, προτάσσεται δε εκ του Ηπείρου καταφεύγει ο Συγγραφεύς συγχρόνως τα μάλιστα άρμόδιος, εθεσμοθετεί ο ίδιος λόγος και ευρεία ως η μοίρα των μελλόντων αποσπούδων αρμόζουσαν.	[323, 85, 621, 362]
news-item: — Ο γραμματεύς 6'. τάξεως του Προξενείου Θεσσαλονίκης κ. Ν. Ζυδάκης προήχθη εις γραμμ. α' τάξεως.	[1264, 494, 1570, 547]
ad-text: ανακαινισθέν τελείως και διευθυνόμενον ήδη υπό του υιού του	[997, 176, 1519, 207]
ad-side-label: ΕΝΑΝΤΙ ΑΡΣΑΚΕΙΟΥ	[1528, 104, 1564, 216]
ad-address: Διεύθυνσις οδός Μενάνδρου 16	[985, 1556, 1209, 1572]
late-news-subheadline: ΑΙ ΣΥΜΒΟΥΛΑΙ ΤΟΥ ΚΡΟΥΓΕΡ	[1308, 1658, 1527, 1674]
divider	[10, 129, 308, 132]
news-item: υιός του εν Σάμω νομικού Σουβοδίλου της Ηγεμονίας της Λεκάτης Γεωργίου, ευρεθή την παρελθούσαν εβδομάδα συνεκρούσθη ατμόπλοιον εις την Σμύρνην, παρά του αρχιτέκτονος φέρων διαδοχικά και πικραν ευδιαθεσίαν κατά ένδειξιν, μετά της πρώτης του νεκράς ύπτιως.	[637, 1018, 930, 1146]
ad-address-banner: 39 ΟΔΟΣ ΣΤΑΔΙΟΥ 39	[1085, 243, 1431, 276]
article-paragraph: Η απόφασις αύτη εισήχθη χθες εις κοινοποίησιν, δια του Αρείου Πάγου. Ο συνήγορος του Δάππα κ. Φιλάρετος διά της τεκμηριώσεως του ότι η πράξις ήτο καθαρώς τοκογλυφική, εζήτησεν την αναίρεσιν της αποφάσεως του Εφετείου Λαρίσης.	[323, 1700, 621, 1809]
ad-text: Αι επισκευαί και χορδίσματα περιττή πάσα σύστασις.	[968, 1055, 1240, 1090]
news-lead: Εις Αιδηψόν	[841, 1286, 930, 1302]
article-paragraph: Ο Αλαμανής προ ενδεκαετίας εδάνεισε 102 λίρας τουρκικάς εις τας περιστάσεις και τον τόκον 36 ο/ο. Ο Δάππας απέτισε μέρος του ποσού μέχρι του 1897 και αποτεθεί ήδη εις τον άπαξ.	[323, 1332, 621, 1423]
late-news-paragraph: Το υπόλοιπον του πολέμου θα διεξαχθή επί του εδάφους του Τρανσβάαλ.	[1264, 1776, 1570, 1810]
ad-text: Ο ΕΙΔΙΚΟΣ κατασκευαστής Βερνίκων υποδημάτων Κ. Κοκκινίδης έχει αποθήκην επί της οδού Ευριπίδου αριθ. 7.	[1264, 884, 1570, 938]
news-item: ΘΕΑΤΡΟΝ ΠΡΩΤΟΥ.—(Ηπειρος θυμέλη). Το κωμειδύλλιον η «Κόρη του φτωχού» αθραπτοιο.	[1264, 720, 1570, 754]
ad-headline: ΕΤΑΙΡΙΑ Σ. Π. Α. Π.	[966, 1111, 1229, 1173]
column-4	[946, 286, 1249, 2316]
divider	[10, 530, 308, 533]
ad-text: Ενοικιάζεται από της 1ης Ιουνίου και μικρά κατοικία εν τω επί της Άσωπου Κηφισίας ακινήτω Ξεμαζάνη.	[946, 1821, 1249, 1874]
divider	[946, 1638, 1249, 1641]
